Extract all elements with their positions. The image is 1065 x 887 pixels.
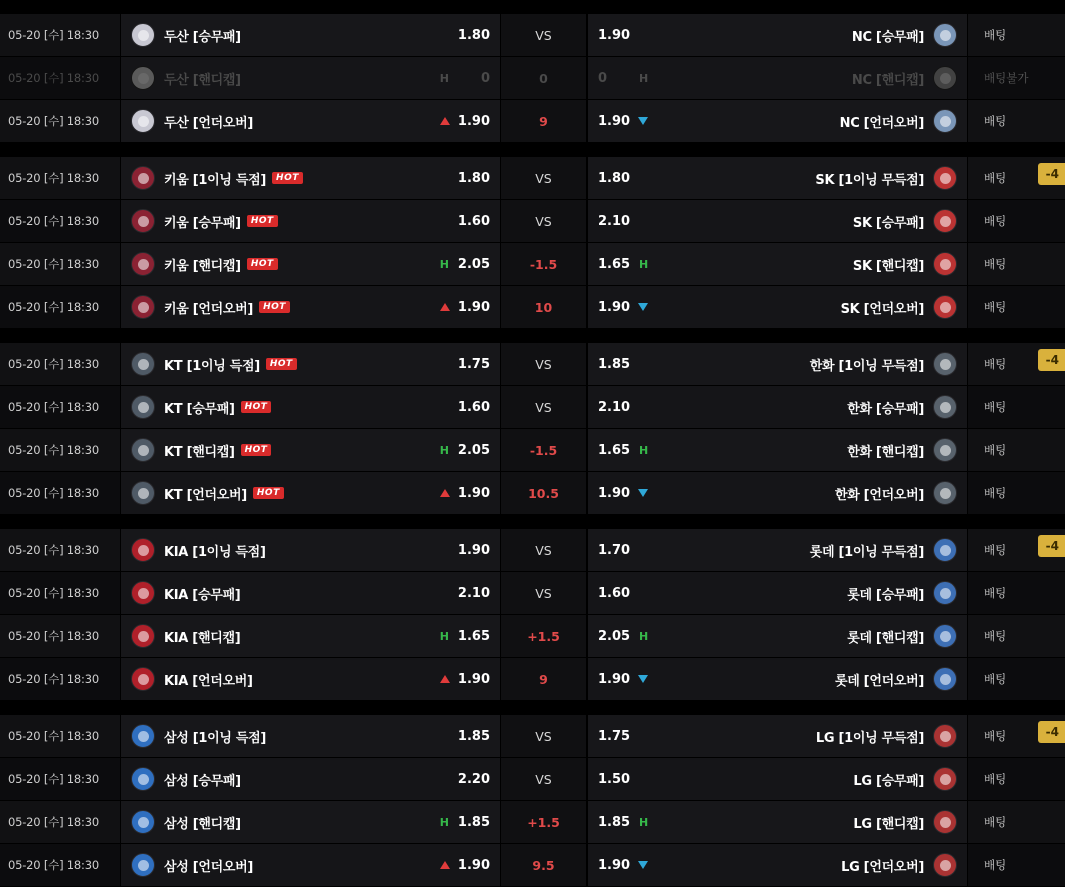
center-value: VS (535, 213, 552, 229)
away-selection[interactable] (587, 286, 968, 328)
home-team-label: KT [언더오버] (164, 487, 247, 503)
away-selection[interactable] (587, 386, 968, 428)
away-team-label: 롯데 [1이닝 무득점] (809, 544, 924, 560)
hot-badge: HOT (241, 401, 272, 413)
away-odds-value: 1.50 (598, 771, 631, 787)
away-odds-value: 2.05 (598, 628, 631, 644)
board-top-gap (0, 0, 1065, 14)
home-selection[interactable] (120, 572, 501, 614)
home-team-label: 삼성 [언더오버] (164, 859, 254, 875)
hot-badge: HOT (259, 301, 290, 313)
home-selection[interactable] (120, 386, 501, 428)
away-selection (587, 57, 968, 99)
market-row[interactable] (0, 615, 1065, 658)
away-team-label: 한화 [승무패] (847, 401, 924, 417)
away-selection[interactable] (587, 14, 968, 56)
match-group (0, 157, 1065, 329)
away-selection[interactable] (587, 100, 968, 142)
center-value: VS (535, 27, 552, 43)
market-row[interactable] (0, 386, 1065, 429)
away-selection[interactable] (587, 715, 968, 757)
away-odds-value: 1.80 (598, 170, 631, 186)
home-handicap-marker: H (439, 257, 449, 271)
away-team-logo-icon (933, 767, 957, 791)
home-odds-value: 2.05 (457, 442, 490, 458)
bet-button[interactable]: 배팅 (984, 586, 1007, 600)
match-time: 05-20 [수] 18:30 (8, 114, 99, 128)
market-row[interactable] (0, 200, 1065, 243)
bet-button[interactable]: 배팅 (984, 357, 1007, 371)
home-team-label: KIA [핸디캡] (164, 630, 241, 646)
away-team-logo-icon (933, 395, 957, 419)
away-team-label: NC [핸디캡] (851, 72, 924, 88)
match-time: 05-20 [수] 18:30 (8, 257, 99, 271)
market-center (501, 615, 587, 657)
away-selection[interactable] (587, 429, 968, 471)
away-team-logo-icon (933, 667, 957, 691)
away-handicap-marker: H (639, 71, 649, 85)
home-selection[interactable] (120, 801, 501, 843)
market-row[interactable] (0, 57, 1065, 100)
away-selection[interactable] (587, 758, 968, 800)
away-team-label: NC [승무패] (851, 29, 924, 45)
market-center (501, 658, 587, 700)
away-team-logo-icon (933, 295, 957, 319)
bet-button[interactable]: 배팅 (984, 858, 1007, 872)
home-team-logo-icon (131, 438, 155, 462)
home-odds-value: 2.05 (457, 256, 490, 272)
bet-button[interactable]: 배팅 (984, 672, 1007, 686)
hot-badge: HOT (247, 215, 278, 227)
odds-up-icon (440, 675, 450, 683)
away-handicap-marker: H (639, 629, 649, 643)
center-value: VS (535, 542, 552, 558)
market-center (501, 529, 587, 571)
away-team-logo-icon (933, 66, 957, 90)
home-odds-value: 1.90 (457, 857, 490, 873)
away-handicap-marker: H (639, 257, 649, 271)
bet-button[interactable]: 배팅 (984, 257, 1007, 271)
home-odds-value: 1.90 (457, 113, 490, 129)
away-odds-value: 1.85 (598, 356, 631, 372)
away-odds-value: 1.75 (598, 728, 631, 744)
match-group (0, 715, 1065, 887)
bet-button[interactable]: 배팅 (984, 729, 1007, 743)
home-selection[interactable] (120, 429, 501, 471)
more-markets-badge[interactable]: -4 (1038, 721, 1065, 743)
group-separator (0, 143, 1065, 157)
away-team-label: SK [1이닝 무득점] (815, 172, 924, 188)
center-value: VS (535, 356, 552, 372)
market-center (501, 14, 587, 56)
market-row[interactable] (0, 758, 1065, 801)
bet-button[interactable]: 배팅 (984, 28, 1007, 42)
home-selection[interactable] (120, 715, 501, 757)
home-team-logo-icon (131, 624, 155, 648)
home-odds-value: 0 (480, 70, 490, 86)
group-separator (0, 515, 1065, 529)
away-team-label: LG [승무패] (853, 773, 924, 789)
away-team-label: SK [핸디캡] (852, 258, 924, 274)
match-time: 05-20 [수] 18:30 (8, 729, 99, 743)
market-center (501, 429, 587, 471)
home-team-logo-icon (131, 295, 155, 319)
bet-button[interactable]: 배팅 (984, 486, 1007, 500)
center-value: 9 (539, 113, 548, 129)
match-time: 05-20 [수] 18:30 (8, 171, 99, 185)
home-selection (120, 57, 501, 99)
bet-button[interactable]: 배팅 (984, 171, 1007, 185)
match-time: 05-20 [수] 18:30 (8, 543, 99, 557)
away-selection[interactable] (587, 157, 968, 199)
home-odds-value: 1.80 (457, 170, 490, 186)
away-team-logo-icon (933, 352, 957, 376)
match-group (0, 529, 1065, 701)
away-team-label: 한화 [1이닝 무득점] (809, 358, 924, 374)
home-team-logo-icon (131, 724, 155, 748)
odds-down-icon (638, 675, 648, 683)
home-team-label: 두산 [승무패] (164, 29, 241, 45)
home-team-logo-icon (131, 810, 155, 834)
away-selection[interactable] (587, 343, 968, 385)
hot-badge: HOT (272, 172, 303, 184)
away-team-logo-icon (933, 252, 957, 276)
market-row[interactable] (0, 286, 1065, 329)
match-time: 05-20 [수] 18:30 (8, 400, 99, 414)
home-team-logo-icon (131, 667, 155, 691)
home-team-label: KT [1이닝 득점] (164, 358, 260, 374)
home-team-logo-icon (131, 581, 155, 605)
away-team-logo-icon (933, 166, 957, 190)
home-odds-value: 1.60 (457, 213, 490, 229)
away-team-label: 한화 [핸디캡] (847, 444, 924, 460)
match-time: 05-20 [수] 18:30 (8, 300, 99, 314)
away-selection[interactable] (587, 200, 968, 242)
market-row[interactable] (0, 157, 1065, 200)
home-odds-value: 1.90 (457, 542, 490, 558)
away-team-label: 롯데 [승무패] (847, 587, 924, 603)
away-handicap-marker: H (639, 443, 649, 457)
home-team-label: 키움 [1이닝 득점] (164, 172, 267, 188)
home-team-label: KIA [승무패] (164, 587, 241, 603)
market-row[interactable] (0, 658, 1065, 701)
market-center (501, 758, 587, 800)
center-value: 10 (534, 299, 553, 315)
market-row[interactable] (0, 14, 1065, 57)
match-time: 05-20 [수] 18:30 (8, 357, 99, 371)
home-team-logo-icon (131, 166, 155, 190)
away-odds-value: 0 (598, 70, 608, 86)
home-selection[interactable] (120, 157, 501, 199)
away-odds-value: 1.70 (598, 542, 631, 558)
away-selection[interactable] (587, 615, 968, 657)
market-row[interactable] (0, 844, 1065, 887)
market-center (501, 572, 587, 614)
market-center (501, 386, 587, 428)
home-team-logo-icon (131, 853, 155, 877)
hot-badge: HOT (247, 258, 278, 270)
away-odds-value: 1.90 (598, 671, 631, 687)
home-odds-value: 1.85 (457, 814, 490, 830)
away-team-label: 롯데 [핸디캡] (847, 630, 924, 646)
away-odds-value: 1.65 (598, 256, 631, 272)
away-team-logo-icon (933, 581, 957, 605)
home-selection[interactable] (120, 200, 501, 242)
group-separator (0, 329, 1065, 343)
home-odds-value: 1.90 (457, 299, 490, 315)
away-selection[interactable] (587, 844, 968, 886)
home-selection[interactable] (120, 529, 501, 571)
match-time: 05-20 [수] 18:30 (8, 443, 99, 457)
match-time: 05-20 [수] 18:30 (8, 815, 99, 829)
market-center (501, 844, 587, 886)
center-value: 9.5 (532, 857, 555, 873)
home-selection[interactable] (120, 100, 501, 142)
away-team-logo-icon (933, 538, 957, 562)
home-team-logo-icon (131, 352, 155, 376)
away-handicap-marker: H (639, 815, 649, 829)
home-team-label: 두산 [핸디캡] (164, 72, 241, 88)
home-team-logo-icon (131, 66, 155, 90)
home-team-label: KIA [언더오버] (164, 673, 253, 689)
away-odds-value: 2.10 (598, 213, 631, 229)
market-row[interactable] (0, 429, 1065, 472)
more-markets-badge[interactable]: -4 (1038, 535, 1065, 557)
home-team-logo-icon (131, 481, 155, 505)
match-group (0, 343, 1065, 515)
hot-badge: HOT (266, 358, 297, 370)
away-odds-value: 1.90 (598, 113, 631, 129)
bet-button: 배팅불가 (984, 71, 1029, 85)
home-team-logo-icon (131, 209, 155, 233)
match-time: 05-20 [수] 18:30 (8, 629, 99, 643)
away-selection[interactable] (587, 801, 968, 843)
match-time: 05-20 [수] 18:30 (8, 71, 99, 85)
home-team-label: 키움 [언더오버] (164, 301, 254, 317)
away-team-logo-icon (933, 810, 957, 834)
home-team-label: 삼성 [승무패] (164, 773, 241, 789)
away-odds-value: 1.90 (598, 299, 631, 315)
more-markets-badge[interactable]: -4 (1038, 349, 1065, 371)
match-time: 05-20 [수] 18:30 (8, 672, 99, 686)
away-team-label: LG [핸디캡] (853, 816, 924, 832)
home-selection[interactable] (120, 758, 501, 800)
home-odds-value: 1.60 (457, 399, 490, 415)
away-team-logo-icon (933, 853, 957, 877)
home-selection[interactable] (120, 615, 501, 657)
center-value: 9 (539, 671, 548, 687)
home-handicap-marker: H (439, 443, 449, 457)
market-row[interactable] (0, 572, 1065, 615)
away-odds-value: 1.60 (598, 585, 631, 601)
center-value: VS (535, 399, 552, 415)
away-team-label: SK [승무패] (852, 215, 924, 231)
home-selection[interactable] (120, 243, 501, 285)
home-team-label: KT [핸디캡] (164, 444, 235, 460)
away-team-logo-icon (933, 23, 957, 47)
bet-button[interactable]: 배팅 (984, 400, 1007, 414)
center-value: VS (535, 771, 552, 787)
away-odds-value: 1.90 (598, 857, 631, 873)
home-selection[interactable] (120, 658, 501, 700)
away-team-logo-icon (933, 109, 957, 133)
hot-badge: HOT (241, 444, 272, 456)
match-group (0, 14, 1065, 143)
market-center (501, 343, 587, 385)
center-value: +1.5 (527, 628, 560, 644)
market-center (501, 200, 587, 242)
market-row[interactable] (0, 243, 1065, 286)
home-team-label: 삼성 [1이닝 득점] (164, 730, 267, 746)
home-selection[interactable] (120, 14, 501, 56)
home-odds-value: 1.65 (457, 628, 490, 644)
away-selection[interactable] (587, 658, 968, 700)
market-center (501, 243, 587, 285)
market-row[interactable] (0, 343, 1065, 386)
market-row[interactable] (0, 100, 1065, 143)
away-odds-value: 1.90 (598, 27, 631, 43)
bet-button[interactable]: 배팅 (984, 543, 1007, 557)
bet-button[interactable]: 배팅 (984, 114, 1007, 128)
away-team-logo-icon (933, 438, 957, 462)
group-separator (0, 701, 1065, 715)
bet-button[interactable]: 배팅 (984, 214, 1007, 228)
away-team-logo-icon (933, 724, 957, 748)
away-team-label: NC [언더오버] (839, 115, 924, 131)
home-odds-value: 1.90 (457, 485, 490, 501)
home-team-label: 키움 [승무패] (164, 215, 241, 231)
center-value: -1.5 (529, 256, 558, 272)
odds-down-icon (638, 489, 648, 497)
home-team-logo-icon (131, 252, 155, 276)
match-time: 05-20 [수] 18:30 (8, 586, 99, 600)
market-row[interactable] (0, 715, 1065, 758)
market-center (501, 100, 587, 142)
home-team-logo-icon (131, 109, 155, 133)
home-handicap-marker: H (439, 815, 449, 829)
home-odds-value: 1.80 (457, 27, 490, 43)
bet-button[interactable]: 배팅 (984, 815, 1007, 829)
home-team-logo-icon (131, 23, 155, 47)
home-team-label: 키움 [핸디캡] (164, 258, 241, 274)
home-odds-value: 2.10 (457, 585, 490, 601)
bet-button[interactable]: 배팅 (984, 443, 1007, 457)
odds-up-icon (440, 861, 450, 869)
bet-button[interactable]: 배팅 (984, 772, 1007, 786)
home-handicap-marker: H (439, 71, 449, 85)
away-selection[interactable] (587, 243, 968, 285)
home-odds-value: 2.20 (457, 771, 490, 787)
center-value: VS (535, 585, 552, 601)
more-markets-badge[interactable]: -4 (1038, 163, 1065, 185)
away-team-label: 한화 [언더오버] (834, 487, 924, 503)
center-value: VS (535, 728, 552, 744)
home-team-label: 삼성 [핸디캡] (164, 816, 241, 832)
odds-up-icon (440, 489, 450, 497)
market-center (501, 157, 587, 199)
market-center (501, 472, 587, 514)
hot-badge: HOT (253, 487, 284, 499)
home-team-label: KT [승무패] (164, 401, 235, 417)
away-team-label: LG [1이닝 무득점] (815, 730, 924, 746)
home-selection[interactable] (120, 286, 501, 328)
home-odds-value: 1.85 (457, 728, 490, 744)
market-row[interactable] (0, 472, 1065, 515)
away-team-logo-icon (933, 209, 957, 233)
match-time: 05-20 [수] 18:30 (8, 28, 99, 42)
market-center (501, 57, 587, 99)
match-time: 05-20 [수] 18:30 (8, 858, 99, 872)
away-team-label: 롯데 [언더오버] (834, 673, 924, 689)
away-team-logo-icon (933, 481, 957, 505)
home-selection[interactable] (120, 343, 501, 385)
home-team-logo-icon (131, 538, 155, 562)
odds-down-icon (638, 117, 648, 125)
center-value: -1.5 (529, 442, 558, 458)
home-odds-value: 1.75 (457, 356, 490, 372)
away-odds-value: 1.90 (598, 485, 631, 501)
away-selection[interactable] (587, 572, 968, 614)
away-team-logo-icon (933, 624, 957, 648)
away-odds-value: 1.85 (598, 814, 631, 830)
home-selection[interactable] (120, 472, 501, 514)
center-value: 10.5 (528, 485, 559, 501)
market-row[interactable] (0, 529, 1065, 572)
home-team-label: KIA [1이닝 득점] (164, 544, 266, 560)
odds-up-icon (440, 303, 450, 311)
center-value: 0 (539, 70, 548, 86)
market-center (501, 286, 587, 328)
odds-down-icon (638, 303, 648, 311)
away-selection[interactable] (587, 472, 968, 514)
away-selection[interactable] (587, 529, 968, 571)
center-value: VS (535, 170, 552, 186)
bet-button[interactable]: 배팅 (984, 629, 1007, 643)
odds-down-icon (638, 861, 648, 869)
home-selection[interactable] (120, 844, 501, 886)
match-time: 05-20 [수] 18:30 (8, 772, 99, 786)
home-odds-value: 1.90 (457, 671, 490, 687)
home-team-logo-icon (131, 395, 155, 419)
away-team-label: SK [언더오버] (840, 301, 924, 317)
match-time: 05-20 [수] 18:30 (8, 486, 99, 500)
match-time: 05-20 [수] 18:30 (8, 214, 99, 228)
home-team-label: 두산 [언더오버] (164, 115, 254, 131)
odds-up-icon (440, 117, 450, 125)
away-odds-value: 1.65 (598, 442, 631, 458)
market-row[interactable] (0, 801, 1065, 844)
market-center (501, 715, 587, 757)
home-team-logo-icon (131, 767, 155, 791)
center-value: +1.5 (527, 814, 560, 830)
bet-button[interactable]: 배팅 (984, 300, 1007, 314)
home-handicap-marker: H (439, 629, 449, 643)
away-team-label: LG [언더오버] (841, 859, 924, 875)
market-center (501, 801, 587, 843)
away-odds-value: 2.10 (598, 399, 631, 415)
